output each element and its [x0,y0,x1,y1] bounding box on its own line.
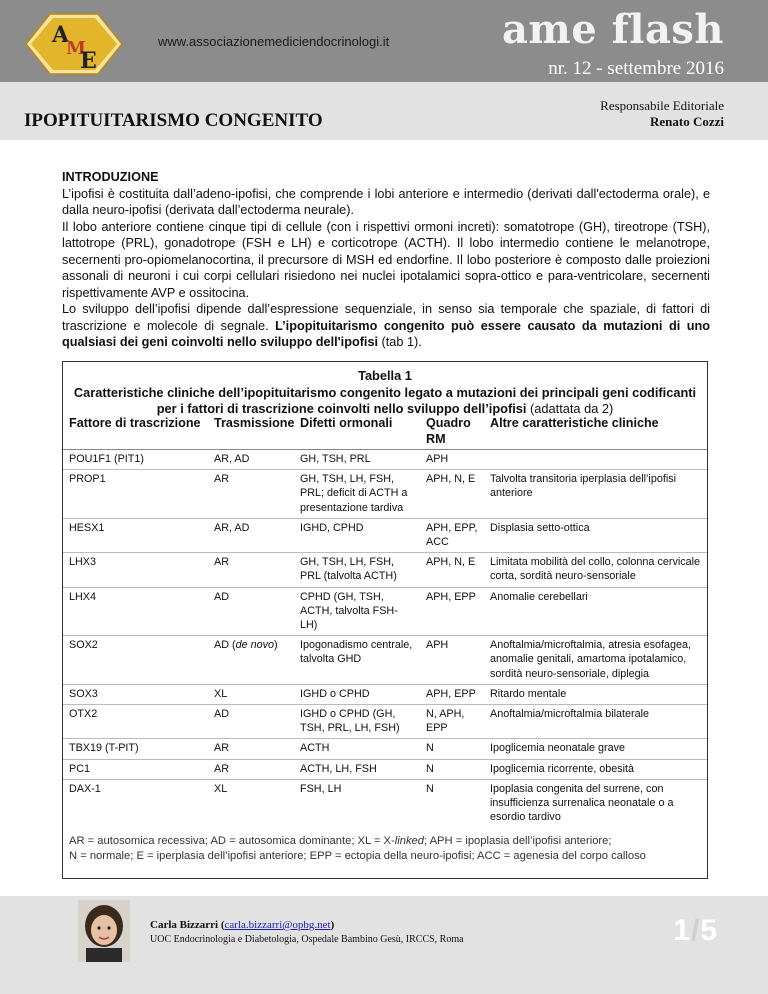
cell-transmission: AR [208,759,294,779]
cell-factor: LHX3 [63,553,208,587]
cell-factor: OTX2 [63,705,208,739]
page-number [673,914,718,948]
intro-paragraph [62,301,710,351]
column-header: Fattore di trascrizione [63,414,208,450]
cell-transmission: AR, AD [208,518,294,552]
table-row [63,587,707,636]
cell-mri: N, APH, EPP [420,705,484,739]
table-row [63,450,707,470]
table-row [63,739,707,759]
cell-mri: N [420,759,484,779]
intro-paragraph: L’ipofisi è costituita dall’adeno-ipofisi, che comprende i lobi anteriore e intermedio (derivati dall'ectoderma orale), e dalla neuro-ipofisi (derivata dall’ectoderma neurale). [62,186,710,217]
cell-other-features [484,450,707,470]
column-header: Quadro RM [420,414,484,450]
intro-text: Lo sviluppo dell’ipofisi dipende dall’espressione sequenziale, in senso sia temporale che spaziale, di fattori di trascrizione e molecole di segnale. [62,302,710,333]
cell-mri: APH [420,636,484,685]
cell-transmission: AR, AD [208,450,294,470]
cell-transmission: AR [208,553,294,587]
table-caption-label: Tabella 1 [358,368,412,383]
editor-name: Renato Cozzi [649,114,724,129]
table-row [63,518,707,552]
column-header: Trasmissione [208,414,294,450]
table-row [63,759,707,779]
cell-mri: APH, EPP [420,684,484,704]
cell-mri: APH, EPP [420,587,484,636]
transmission-italic: de novo [235,639,275,652]
author-name-text: Carla Bizzarri [150,919,219,931]
cell-hormone-defects: Ipogonadismo centrale, talvolta GHD [294,636,420,685]
cell-mri: APH, N, E [420,553,484,587]
genes-table-box [62,361,708,879]
ame-logo [22,12,126,76]
cell-mri: N [420,779,484,827]
author-email-link[interactable]: carla.bizzarri@opbg.net [224,919,331,931]
cell-factor: SOX3 [63,684,208,704]
cell-mri: APH [420,450,484,470]
footnote-line: N = normale; E = iperplasia dell’ipofisi anteriore; EPP = ectopia della neuro-ipofisi; ACC = agenesia del corpo calloso [69,850,646,862]
cell-factor: SOX2 [63,636,208,685]
footer-band [0,896,768,994]
brand-title: ame flash [501,6,724,53]
intro-heading: INTRODUZIONE [62,170,159,184]
cell-hormone-defects: CPHD (GH, TSH, ACTH, talvolta FSH-LH) [294,587,420,636]
table-row [63,470,707,519]
cell-mri: APH, EPP, ACC [420,518,484,552]
table-caption-note: (adattata da 2) [526,401,614,416]
introduction-section [62,169,710,351]
page-title: IPOPITUITARISMO CONGENITO [24,110,323,131]
author-affiliation: UOC Endocrinologia e Diabetologia, Ospedale Bambino Gesù, IRCCS, Roma [150,934,464,945]
cell-transmission: AR [208,739,294,759]
page-current: 1 [673,914,691,947]
cell-other-features: Ipoplasia congenita del surrene, con insufficienza surrenalica neonatale o a esordio tardivo [484,779,707,827]
table-row [63,553,707,587]
table-caption [63,385,707,418]
footnote-italic: linked [394,835,424,847]
cell-other-features: Ipoglicemia neonatale grave [484,739,707,759]
cell-hormone-defects: FSH, LH [294,779,420,827]
cell-factor: DAX-1 [63,779,208,827]
cell-hormone-defects: ACTH, LH, FSH [294,759,420,779]
footnote-line [69,834,705,849]
logo-letter-e: E [80,48,97,74]
footnote-text: AR = autosomica recessiva; AD = autosomica dominante; XL = X- [69,835,395,847]
cell-other-features: Talvolta transitoria iperplasia dell’ipofisi anteriore [484,470,707,519]
cell-factor: PC1 [63,759,208,779]
cell-transmission: AD (de novo) [208,636,294,685]
cell-transmission: XL [208,684,294,704]
cell-other-features: Limitata mobilità del collo, colonna cervicale corta, sordità neuro-sensoriale [484,553,707,587]
table-header-row [63,414,707,450]
table-row [63,779,707,827]
cell-transmission: AR [208,470,294,519]
cell-transmission: AD [208,705,294,739]
page-total: 5 [700,914,718,947]
cell-mri: N [420,739,484,759]
cell-transmission: AD [208,587,294,636]
cell-factor: HESX1 [63,518,208,552]
cell-hormone-defects: IGHD o CPHD (GH, TSH, PRL, LH, FSH) [294,705,420,739]
cell-hormone-defects: ACTH [294,739,420,759]
intro-paragraph: Il lobo anteriore contiene cinque tipi di cellule (con i rispettivi ormoni increti): somatotrope (GH), tireotrope (TSH), lattotrope (PRL), gonadotrope (FSH e LH) e corticotrope (ACTH). Il lobo intermedio contiene le melanotrope, secernenti pro-opiomelanocortina, il precursore di MSH ed endorfine. Il lobo posteriore è composto dalle proiezioni assonali di neuroni i cui corpi cellulari risiedono nei nuclei ipotalamici sopra-ottico e para-ventricolare, secernenti rispettivamente AVP e ossitocina. [62,219,710,300]
page-separator: / [690,914,701,947]
cell-other-features: Anoftalmia/microftalmia, atresia esofagea, anomalie genitali, amartoma ipotalamico, sordità neuro-sensoriale, diplegia [484,636,707,685]
cell-hormone-defects: IGHD o CPHD [294,684,420,704]
cell-factor: TBX19 (T-PIT) [63,739,208,759]
title-band [0,82,768,140]
cell-other-features: Anomalie cerebellari [484,587,707,636]
column-header: Altre caratteristiche cliniche [484,414,707,450]
cell-factor: POU1F1 (PIT1) [63,450,208,470]
table-footnote [69,834,705,864]
header-top-band [0,0,768,82]
cell-hormone-defects: GH, TSH, LH, FSH, PRL (talvolta ACTH) [294,553,420,587]
cell-factor: LHX4 [63,587,208,636]
genes-table [63,414,707,827]
table-row [63,705,707,739]
cell-other-features: Ipoglicemia ricorrente, obesità [484,759,707,779]
author-photo [78,900,130,962]
cell-other-features: Anoftalmia/microftalmia bilaterale [484,705,707,739]
column-header: Difetti ormonali [294,414,420,450]
cell-transmission: XL [208,779,294,827]
logo-letter-m: M [66,38,86,59]
table-caption-text: Caratteristiche cliniche dell’ipopituitarismo congenito legato a mutazioni dei principali geni codificanti per i fattori di trascrizione coinvolti nello sviluppo dell’ipofisi [73,384,697,416]
cell-other-features: Ritardo mentale [484,684,707,704]
footnote-text: ; APH = ipoplasia dell’ipofisi anteriore; [423,835,612,847]
editor-role: Responsabile Editoriale [600,98,724,113]
cell-mri: APH, N, E [420,470,484,519]
cell-hormone-defects: GH, TSH, LH, FSH, PRL; deficit di ACTH a presentazione tardiva [294,470,420,519]
table-row [63,636,707,685]
issue-number: nr. 12 - settembre 2016 [548,58,724,79]
author-name: Carla Bizzarri (carla.bizzarri@opbg.net) [150,919,335,931]
intro-text: (tab 1). [378,335,422,349]
site-url[interactable]: www.associazionemediciendocrinologi.it [158,34,390,49]
table-body [63,450,707,828]
intro-bold-text: L’ipopituitarismo congenito può essere causato da mutazioni di uno qualsiasi dei geni coinvolti nello sviluppo dell'ipofisi [62,318,710,349]
cell-hormone-defects: IGHD, CPHD [294,518,420,552]
cell-other-features: Displasia setto-ottica [484,518,707,552]
cell-factor: PROP1 [63,470,208,519]
cell-hormone-defects: GH, TSH, PRL [294,450,420,470]
table-row [63,684,707,704]
transmission-text: AD [214,639,229,652]
logo-letter-a: A [52,22,70,48]
